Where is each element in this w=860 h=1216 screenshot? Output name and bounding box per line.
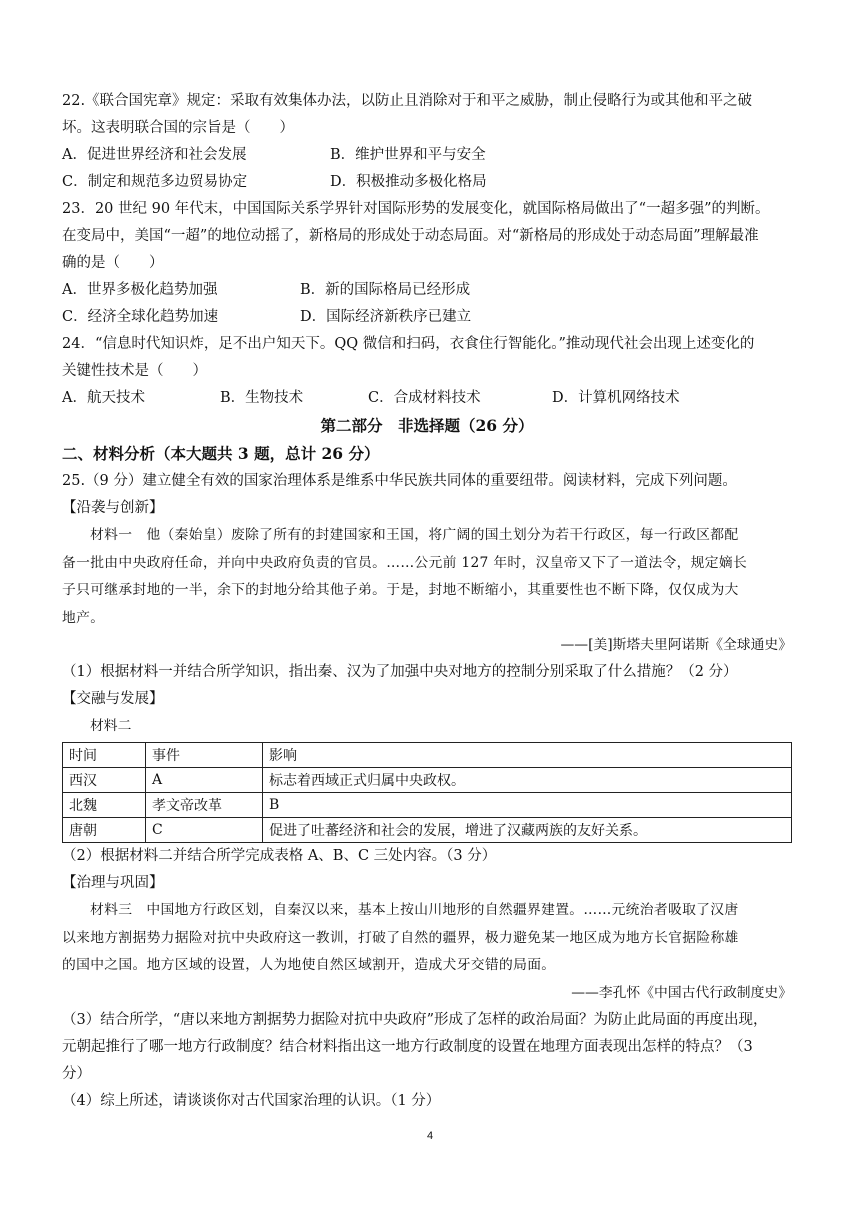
question-23 bbox=[62, 196, 792, 331]
table-row bbox=[63, 818, 792, 843]
q25-sub-question-3-line-3: 分） bbox=[62, 1065, 91, 1082]
table-cell: A bbox=[146, 768, 263, 793]
q25-sub-question-2: （2）根据材料二并结合所学完成表格 A、B、C 三处内容。（3 分） bbox=[62, 848, 497, 864]
q25-sub-question-3-line-2: 元朝起推行了哪一地方行政制度？结合材料指出这一地方行政制度的设置在地理方面表现出怎样的特点？（3 bbox=[62, 1038, 753, 1055]
q25-heading-1: 【沿袭与创新】 bbox=[62, 500, 164, 516]
material-3-line-2: 以来地方割据势力据险对抗中央政府这一教训，打破了自然的疆界，极力避免某一地区成为地方长官据险称雄 bbox=[62, 929, 739, 946]
q23-option-b[interactable]: B．新的国际格局已经形成 bbox=[300, 282, 471, 298]
q24-option-b[interactable]: B．生物技术 bbox=[220, 390, 304, 406]
material-3-line-1: 材料三 中国地方行政区划，自秦汉以来，基本上按山川地形的自然疆界建置。……元统治者吸取了汉唐 bbox=[90, 902, 739, 918]
q23-option-c[interactable]: C．经济全球化趋势加速 bbox=[62, 309, 219, 325]
material-1-line-3: 子只可继承封地的一半，余下的封地分给其他子弟。于是，封地不断缩小，其重要性也不断下降，仅仅成为大 bbox=[62, 582, 739, 598]
question-22 bbox=[62, 88, 792, 196]
material-3-line-3: 的国中之国。地方区域的设置，人为地使自然区域割开，造成犬牙交错的局面。 bbox=[62, 957, 556, 973]
q23-options-row-2 bbox=[62, 304, 792, 331]
q25-heading-2: 【交融与发展】 bbox=[62, 691, 164, 707]
q24-stem-line-2: 关键性技术是（ ） bbox=[62, 363, 207, 379]
table-header-row bbox=[63, 743, 792, 768]
table-cell: C bbox=[146, 818, 263, 843]
q23-stem-line-2: 在变局中，美国“一超”的地位动摇了，新格局的形成处于动态局面。对“新格局的形成处于动态局面”理解最准 bbox=[62, 228, 759, 244]
material-1-source: ——[美]斯塔夫里阿诺斯《全球通史》 bbox=[560, 637, 792, 653]
material-3-source: ——李孔怀《中国古代行政制度史》 bbox=[571, 984, 792, 1001]
q22-stem-line-1: 22.《联合国宪章》规定：采取有效集体办法，以防止且消除对于和平之威胁，制止侵略行为或其他和平之破 bbox=[62, 93, 753, 109]
exam-page bbox=[62, 88, 792, 1115]
table-cell: 孝文帝改革 bbox=[146, 793, 263, 818]
table-row bbox=[63, 768, 792, 793]
material-1-line-1: 材料一 他（秦始皇）废除了所有的封建国家和王国，将广阔的国土划分为若干行政区，每一行政区都配 bbox=[90, 527, 739, 543]
material-3 bbox=[62, 897, 792, 1007]
q22-option-a[interactable]: A．促进世界经济和社会发展 bbox=[62, 147, 247, 163]
material-1-line-4: 地产。 bbox=[62, 609, 105, 626]
table-cell: 标志着西域正式归属中央政权。 bbox=[263, 768, 792, 793]
q25-sub-question-1: （1）根据材料一并结合所学知识，指出秦、汉为了加强中央对地方的控制分别采取了什么措施？（2 分） bbox=[62, 664, 738, 680]
table-cell: 西汉 bbox=[63, 768, 146, 793]
q24-option-c[interactable]: C．合成材料技术 bbox=[368, 390, 481, 406]
table-cell: 北魏 bbox=[63, 793, 146, 818]
table-row bbox=[63, 793, 792, 818]
section-2-title: 二、材料分析（本大题共 3 题，总计 26 分） bbox=[62, 444, 380, 463]
table-cell: 唐朝 bbox=[63, 818, 146, 843]
q24-stem-line-1: 24．“信息时代知识炸，足不出户知天下。QQ 微信和扫码，衣食住行智能化。”推动现代社会出现上述变化的 bbox=[62, 336, 755, 352]
q25-sub-question-4: （4）综上所述，请谈谈你对古代国家治理的认识。（1 分） bbox=[62, 1092, 441, 1109]
q23-stem-line-1: 23．20 世纪 90 年代末，中国国际关系学界针对国际形势的发展变化，就国际格局做出了“一超多强”的判断。 bbox=[62, 201, 770, 217]
q22-option-c[interactable]: C．制定和规范多边贸易协定 bbox=[62, 174, 248, 190]
q25-sub-question-3-line-1: （3）结合所学，“唐以来地方割据势力据险对抗中央政府”形成了怎样的政治局面？为防止此局面的再度出现， bbox=[62, 1011, 768, 1028]
material-2-table bbox=[62, 742, 792, 843]
question-24 bbox=[62, 331, 792, 412]
table-header-cell: 时间 bbox=[63, 743, 146, 768]
question-25 bbox=[62, 468, 792, 1115]
q23-option-a[interactable]: A．世界多极化趋势加强 bbox=[62, 282, 218, 298]
q22-options-row-1 bbox=[62, 142, 792, 169]
q24-option-a[interactable]: A．航天技术 bbox=[62, 390, 145, 406]
material-2-label: 材料二 bbox=[90, 718, 132, 734]
q23-options-row-1 bbox=[62, 277, 792, 304]
q22-stem-line-2: 坏。这表明联合国的宗旨是（ ） bbox=[62, 120, 294, 136]
material-1 bbox=[62, 522, 792, 659]
table-header-cell: 事件 bbox=[146, 743, 263, 768]
material-1-line-2: 备一批由中央政府任命，并向中央政府负责的官员。……公元前 127 年时，汉皇帝又下了一道法令，规定嫡长 bbox=[62, 554, 748, 571]
page-number: 4 bbox=[426, 1130, 434, 1142]
q24-options-row bbox=[62, 385, 792, 412]
q22-option-b[interactable]: B．维护世界和平与安全 bbox=[330, 147, 486, 163]
table-cell: 促进了吐蕃经济和社会的发展，增进了汉藏两族的友好关系。 bbox=[263, 818, 792, 843]
q23-option-d[interactable]: D．国际经济新秩序已建立 bbox=[300, 309, 472, 325]
table-header-cell: 影响 bbox=[263, 743, 792, 768]
q25-heading-3: 【治理与巩固】 bbox=[62, 875, 164, 891]
q25-stem: 25.（9 分）建立健全有效的国家治理体系是维系中华民族共同体的重要纽带。阅读材料，完成下列问题。 bbox=[62, 473, 737, 489]
part-2-title: 第二部分 非选择题（26 分） bbox=[320, 416, 534, 435]
q23-stem-line-3: 确的是（ ） bbox=[62, 255, 164, 271]
q24-option-d[interactable]: D．计算机网络技术 bbox=[552, 390, 680, 406]
table-cell: B bbox=[263, 793, 792, 818]
q22-option-d[interactable]: D．积极推动多极化格局 bbox=[330, 174, 487, 190]
q22-options-row-2 bbox=[62, 169, 792, 196]
